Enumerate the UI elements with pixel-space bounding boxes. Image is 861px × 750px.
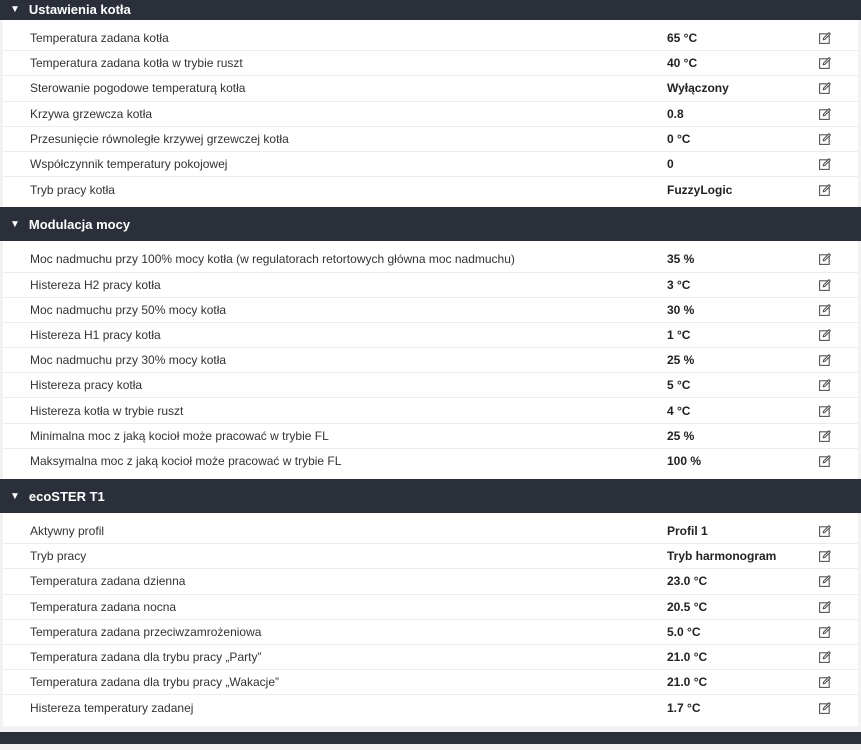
edit-icon[interactable] [817, 649, 833, 665]
setting-value: 30 % [667, 302, 695, 317]
setting-value: 40 °C [667, 56, 698, 71]
edit-icon[interactable] [817, 523, 833, 539]
settings-section [0, 479, 861, 726]
setting-row [3, 645, 858, 670]
setting-row [3, 670, 858, 695]
edit-icon[interactable] [817, 548, 833, 564]
setting-label: Temperatura zadana dzienna [30, 574, 186, 589]
setting-value: FuzzyLogic [667, 182, 733, 197]
section-header[interactable] [0, 0, 861, 20]
edit-icon[interactable] [817, 327, 833, 343]
setting-label: Temperatura zadana kotła w trybie ruszt [30, 56, 243, 71]
caret-down-icon: ▼ [10, 4, 20, 15]
edit-icon[interactable] [817, 573, 833, 589]
edit-icon[interactable] [817, 453, 833, 469]
edit-icon[interactable] [817, 302, 833, 318]
edit-icon[interactable] [817, 30, 833, 46]
setting-label: Krzywa grzewcza kotła [30, 106, 153, 121]
edit-icon[interactable] [817, 377, 833, 393]
setting-label: Tryb pracy kotła [30, 182, 115, 197]
setting-value: 0 [667, 157, 674, 172]
edit-icon[interactable] [817, 352, 833, 368]
setting-label: Temperatura zadana dla trybu pracy „Party” [30, 650, 262, 665]
setting-row [3, 127, 858, 152]
section-title: Modulacja mocy [28, 216, 131, 232]
setting-label: Histereza H1 pracy kotła [30, 327, 161, 342]
edit-icon[interactable] [817, 700, 833, 716]
section-header[interactable] [0, 207, 861, 241]
edit-icon[interactable] [817, 277, 833, 293]
setting-value: 1 °C [667, 327, 691, 342]
setting-label: Minimalna moc z jaką kocioł może pracować w trybie FL [30, 428, 329, 443]
setting-row [3, 177, 858, 202]
setting-row [3, 398, 858, 423]
section-rows [3, 241, 858, 479]
setting-row [3, 51, 858, 76]
edit-icon[interactable] [817, 624, 833, 640]
setting-row [3, 76, 858, 101]
edit-icon[interactable] [817, 599, 833, 615]
caret-down-icon: ▼ [10, 218, 20, 230]
setting-row [3, 695, 858, 720]
setting-value: Wyłączony [667, 81, 729, 96]
edit-icon[interactable] [817, 55, 833, 71]
setting-value: 23.0 °C [667, 574, 708, 589]
setting-value: 21.0 °C [667, 650, 708, 665]
setting-row [3, 373, 858, 398]
setting-value: 25 % [667, 353, 695, 368]
setting-label: Histereza kotła w trybie ruszt [30, 403, 184, 418]
setting-row [3, 323, 858, 348]
setting-row [3, 26, 858, 51]
setting-label: Aktywny profil [30, 524, 105, 539]
setting-label: Tryb pracy [30, 549, 87, 564]
setting-label: Temperatura zadana nocna [30, 599, 177, 614]
setting-value: 21.0 °C [667, 675, 708, 690]
setting-value: 0 °C [667, 131, 691, 146]
setting-value: 5 °C [667, 378, 691, 393]
setting-row [3, 102, 858, 127]
edit-icon[interactable] [817, 80, 833, 96]
setting-label: Temperatura zadana przeciwzamrożeniowa [30, 624, 262, 639]
setting-value: 4 °C [667, 403, 691, 418]
setting-row [3, 569, 858, 594]
setting-value: Profil 1 [667, 524, 708, 539]
setting-row [3, 519, 858, 544]
setting-row [3, 348, 858, 373]
setting-value: 25 % [667, 428, 695, 443]
setting-value: 0.8 [667, 106, 684, 121]
edit-icon[interactable] [817, 403, 833, 419]
setting-value: 20.5 °C [667, 599, 708, 614]
setting-row [3, 298, 858, 323]
setting-value: Tryb harmonogram [667, 549, 777, 564]
setting-label: Współczynnik temperatury pokojowej [30, 157, 228, 172]
setting-row [3, 424, 858, 449]
section-header[interactable] [0, 479, 861, 513]
settings-section [0, 0, 861, 207]
section-rows [3, 20, 858, 207]
setting-value: 1.7 °C [667, 700, 701, 715]
edit-icon[interactable] [817, 428, 833, 444]
setting-row [3, 273, 858, 298]
setting-label: Moc nadmuchu przy 100% mocy kotła (w regulatorach retortowych główna moc nadmuchu) [30, 252, 515, 267]
section-rows [3, 513, 858, 726]
setting-row [3, 247, 858, 272]
setting-row [3, 544, 858, 569]
setting-value: 5.0 °C [667, 624, 701, 639]
section-title: Ustawienia kotła [28, 2, 131, 17]
settings-section [0, 207, 861, 479]
setting-label: Histereza pracy kotła [30, 378, 143, 393]
edit-icon[interactable] [817, 182, 833, 198]
setting-label: Temperatura zadana kotła [30, 31, 169, 46]
setting-label: Moc nadmuchu przy 50% mocy kotła [30, 302, 227, 317]
setting-label: Maksymalna moc z jaką kocioł może pracować w trybie FL [30, 454, 342, 469]
setting-row [3, 152, 858, 177]
setting-row [3, 449, 858, 474]
setting-value: 100 % [667, 454, 702, 469]
caret-down-icon: ▼ [10, 490, 20, 502]
edit-icon[interactable] [817, 106, 833, 122]
edit-icon[interactable] [817, 156, 833, 172]
setting-label: Moc nadmuchu przy 30% mocy kotła [30, 353, 227, 368]
setting-row [3, 620, 858, 645]
edit-icon[interactable] [817, 131, 833, 147]
section-title: ecoSTER T1 [28, 488, 105, 504]
setting-value: 35 % [667, 252, 695, 267]
setting-row [3, 595, 858, 620]
setting-label: Temperatura zadana dla trybu pracy „Wakacje” [30, 675, 279, 690]
edit-icon[interactable] [817, 674, 833, 690]
edit-icon[interactable] [817, 251, 833, 267]
bottom-section-bar [0, 732, 861, 744]
setting-value: 65 °C [667, 31, 698, 46]
setting-label: Sterowanie pogodowe temperaturą kotła [30, 81, 246, 96]
setting-label: Histereza temperatury zadanej [30, 700, 194, 715]
setting-value: 3 °C [667, 277, 691, 292]
setting-label: Histereza H2 pracy kotła [30, 277, 161, 292]
setting-label: Przesunięcie równoległe krzywej grzewczej kotła [30, 131, 289, 146]
